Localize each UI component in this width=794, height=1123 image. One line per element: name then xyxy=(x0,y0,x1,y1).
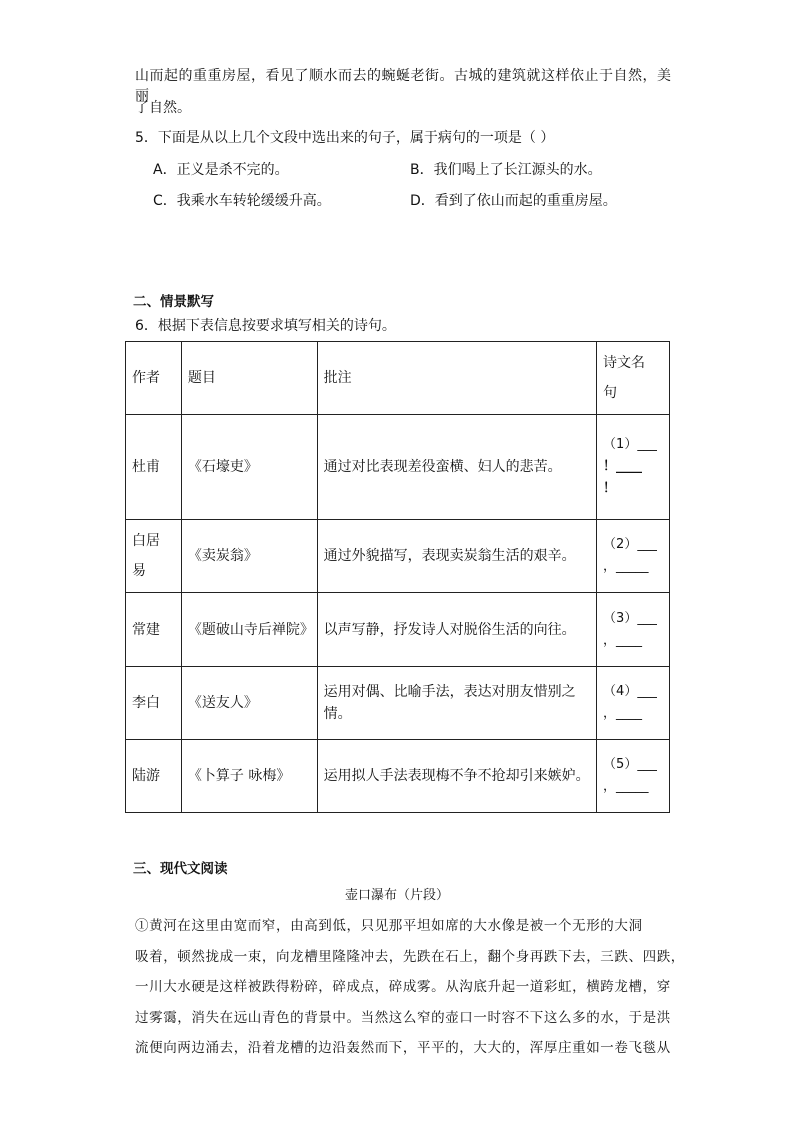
answer-line[interactable]: （5）___ xyxy=(603,757,657,772)
cell-author: 李白 xyxy=(126,667,182,740)
header-title: 题目 xyxy=(181,342,317,415)
answer-cell[interactable] xyxy=(597,667,670,740)
answer-line[interactable]: （1）___ xyxy=(603,437,657,452)
cell-author xyxy=(126,520,182,593)
header-line-part: 句 xyxy=(603,385,618,401)
article-line: 流便向两边涌去，沿着龙槽的边沿轰然而下，平平的，大大的，浑厚庄重如一卷飞毯从 xyxy=(135,1040,671,1056)
cell-author: 陆游 xyxy=(126,740,182,813)
table-row xyxy=(126,415,670,520)
section-3-title: 三、现代文阅读 xyxy=(133,861,228,877)
answer-cell[interactable] xyxy=(597,520,670,593)
header-line-part: 诗文名 xyxy=(603,355,646,371)
cell-author: 常建 xyxy=(126,593,182,667)
answer-line[interactable]: ！____ xyxy=(603,459,643,474)
cell-note: 运用对偶、比喻手法，表达对朋友惜别之情。 xyxy=(317,667,596,740)
cell-title: 《卖炭翁》 xyxy=(181,520,317,593)
answer-line[interactable]: （2）___ xyxy=(603,537,657,552)
answer-cell[interactable] xyxy=(597,415,670,520)
article-line: 过雾霭，消失在远山青色的背景中。当然这么窄的壶口一时容不下这么多的水，于是洪 xyxy=(135,1009,671,1026)
answer-line[interactable]: ，_____ xyxy=(603,559,649,574)
question-5-stem: 5．下面是从以上几个文段中选出来的句子，属于病句的一项是（ ） xyxy=(135,130,555,146)
answer-cell[interactable] xyxy=(597,740,670,813)
article-line: ①黄河在这里由宽而窄，由高到低，只见那平坦如席的大水像是被一个无形的大洞 xyxy=(135,918,643,934)
article-line: 一川大水硬是这样被跌得粉碎，碎成点，碎成雾。从沟底升起一道彩虹，横跨龙槽，穿 xyxy=(135,979,671,995)
article-title: 壶口瀑布（片段） xyxy=(344,888,449,903)
passage-line: 山而起的重重房屋，看见了顺水而去的蜿蜒老街。古城的建筑就这样依止于自然，美丽 xyxy=(135,68,672,104)
cell-title: 《题破山寺后禅院》 xyxy=(181,593,317,667)
table-row xyxy=(126,520,670,593)
answer-line[interactable]: ，____ xyxy=(603,632,643,648)
table-row xyxy=(126,593,670,667)
poem-table xyxy=(125,341,670,813)
cell-title: 《卜算子 咏梅》 xyxy=(181,740,317,813)
question-6-stem: 6．根据下表信息按要求填写相关的诗句。 xyxy=(135,318,396,334)
header-author: 作者 xyxy=(126,342,182,415)
cell-note: 通过对比表现差役蛮横、妇人的悲苦。 xyxy=(317,415,596,520)
passage-line: 了自然。 xyxy=(135,100,191,116)
cell-note: 通过外貌描写，表现卖炭翁生活的艰辛。 xyxy=(317,520,596,593)
section-2-title: 二、情景默写 xyxy=(133,294,214,310)
cell-author: 杜甫 xyxy=(126,415,182,520)
option-d[interactable]: D．看到了依山而起的重重房屋。 xyxy=(410,193,617,209)
option-c[interactable]: C．我乘水车转轮缓缓升高。 xyxy=(153,193,331,209)
cell-note: 运用拟人手法表现梅不争不抢却引来嫉妒。 xyxy=(317,740,596,813)
article-body xyxy=(135,911,685,1064)
answer-line[interactable]: （4）___ xyxy=(603,684,657,699)
header-note: 批注 xyxy=(317,342,596,415)
table-row xyxy=(126,740,670,813)
cell-title: 《石壕吏》 xyxy=(181,415,317,520)
answer-cell[interactable] xyxy=(597,593,670,667)
answer-line[interactable]: ！ xyxy=(603,481,617,496)
author-part: 易 xyxy=(132,563,146,579)
option-a[interactable]: A．正义是杀不完的。 xyxy=(153,162,289,178)
article-line: 吸着，顿然拢成一束，向龙槽里隆隆冲去，先跌在石上，翻个身再跌下去，三跌、四跌， xyxy=(135,948,685,965)
answer-line[interactable]: ，_____ xyxy=(603,779,649,794)
header-line xyxy=(597,342,670,415)
cell-note: 以声写静，抒发诗人对脱俗生活的向往。 xyxy=(317,593,596,667)
option-b[interactable]: B．我们喝上了长江源头的水。 xyxy=(410,162,602,178)
table-header-row xyxy=(126,342,670,415)
cell-title: 《送友人》 xyxy=(181,667,317,740)
answer-line[interactable]: （3）___ xyxy=(603,610,657,626)
answer-line[interactable]: ，____ xyxy=(603,706,643,721)
author-part: 白居 xyxy=(132,533,160,549)
table-row xyxy=(126,667,670,740)
